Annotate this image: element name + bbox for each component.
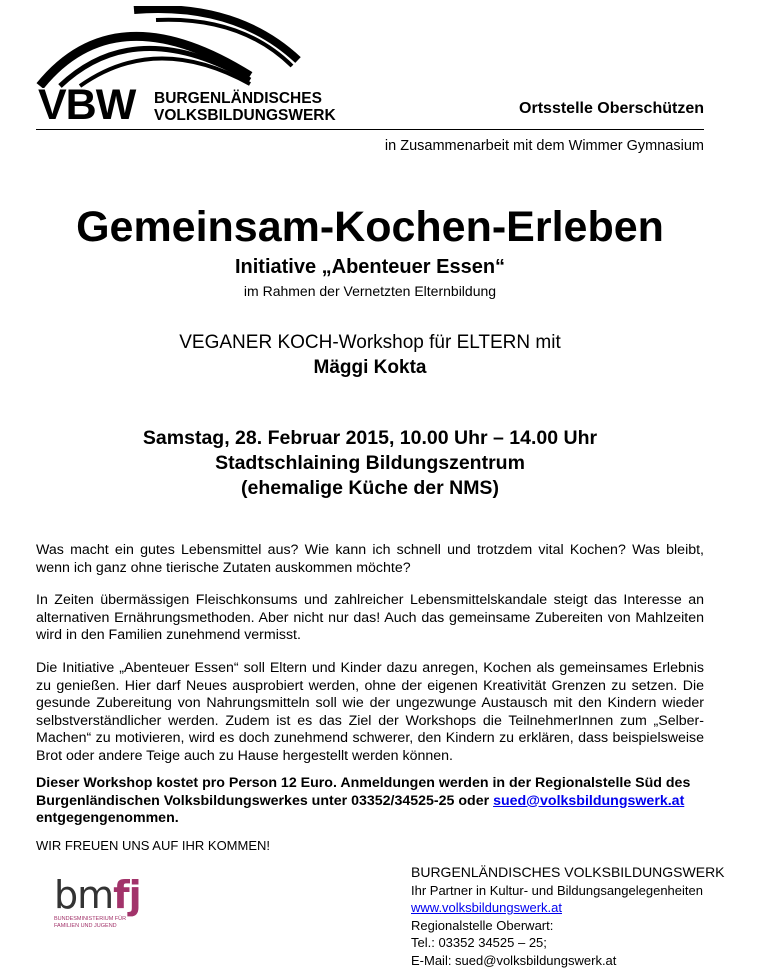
contact-region: Regionalstelle Oberwart: [411,917,554,933]
event-subtitle: Initiative „Abenteuer Essen“ [234,256,506,278]
registration-text: Dieser Workshop kostet pro Person 12 Euro. Anmeldungen werden in der Regionalstelle Süd des Burgenländischen Volksbildungswerkes unter 03352/34525-25 oder [36,775,691,809]
bmfj-logo-bm: bm [54,873,114,917]
organization-name-line1: BURGENLÄNDISCHES [154,90,322,107]
header-divider [36,129,704,130]
registration-text-end: entgegengenommen. [36,810,179,826]
workshop-line: VEGANER KOCH-Workshop für ELTERN mit [179,332,561,353]
contact-tagline: Ihr Partner in Kultur- und Bildungsangelegenheiten [411,882,703,898]
bmfj-logo-word [54,873,141,917]
contact-email: E-Mail: sued@volksbildungswerk.at [411,952,617,968]
bmfj-ministry-line1: BUNDESMINISTERIUM FÜR [54,916,127,922]
presenter-name: Mäggi Kokta [313,357,427,378]
bmfj-ministry-line2: FAMILIEN UND JUGEND [54,923,117,929]
bmfj-ministry-name [54,916,141,930]
contact-block [411,864,725,969]
event-details [0,426,740,501]
body-paragraph-2: In Zeiten übermässigen Fleischkonsums und zahlreicher Lebensmittelskandale steigt das Interesse an alternativen Ernährungsmethoden. Aber nicht nur das! Auch das gemeinsame Zubereiten von Mahlzeiten wird in den Familien zunehmend vermisst. [36,592,704,643]
contact-organization: BURGENLÄNDISCHES VOLKSBILDUNGSWERK [411,864,725,880]
body-paragraph-3: Die Initiative „Abenteuer Essen“ soll Eltern und Kinder dazu anregen, Kochen als gemeinsames Erlebnis zu genießen. Hier darf Neues ausprobiert werden, ohne der eigenen Kreativität Grenzen zu setzen. Die gesunde Zubereitung von Nahrungsmitteln soll wie der ungezwunge Austausch mit den Kindern wieder selbstverständlicher werden. Zudem ist es das Ziel der Workshops die TeilnehmerInnen zum „Selber-Machen“ zu motivieren, wird es doch zunehmend schwerer, den Kindern zu erklären, dass beispielsweise Brot oder andere Teige auch zu Hause hergestellt werden können. [36,660,704,764]
event-location: Stadtschlaining Bildungszentrum [215,452,525,474]
registration-email-link[interactable]: sued@volksbildungswerk.at [493,792,685,809]
event-location-detail: (ehemalige Küche der NMS) [241,477,499,499]
bmfj-logo-fj: fj [113,873,141,917]
website-link[interactable]: www.volksbildungswerk.at [411,900,563,915]
bmfj-logo [54,873,141,930]
ortsstelle-label: Ortsstelle Oberschützen [519,100,704,117]
vbw-logo-letters: VBW [38,81,136,129]
contact-phone: Tel.: 03352 34525 – 25; [411,935,547,950]
event-datetime: Samstag, 28. Februar 2015, 10.00 Uhr – 14.00 Uhr [142,427,598,449]
event-title: Gemeinsam-Kochen-Erleben [76,203,664,251]
registration-paragraph [36,775,704,828]
organization-name [154,90,336,124]
cooperation-note: in Zusammenarbeit mit dem Wimmer Gymnasium [384,138,704,154]
organization-name-line2: VOLKSBILDUNGSWERK [154,107,336,124]
closing-line: WIR FREUEN UNS AUF IHR KOMMEN! [36,838,271,853]
vbw-logo-arches-icon [36,6,306,88]
body-paragraph-1: Was macht ein gutes Lebensmittel aus? Wie kann ich schnell und trotzdem vital Kochen? Was bleibt, wenn ich ganz ohne tierische Zutaten auskommen möchte? [36,542,704,576]
event-context: im Rahmen der Vernetzten Elternbildung [243,283,497,299]
